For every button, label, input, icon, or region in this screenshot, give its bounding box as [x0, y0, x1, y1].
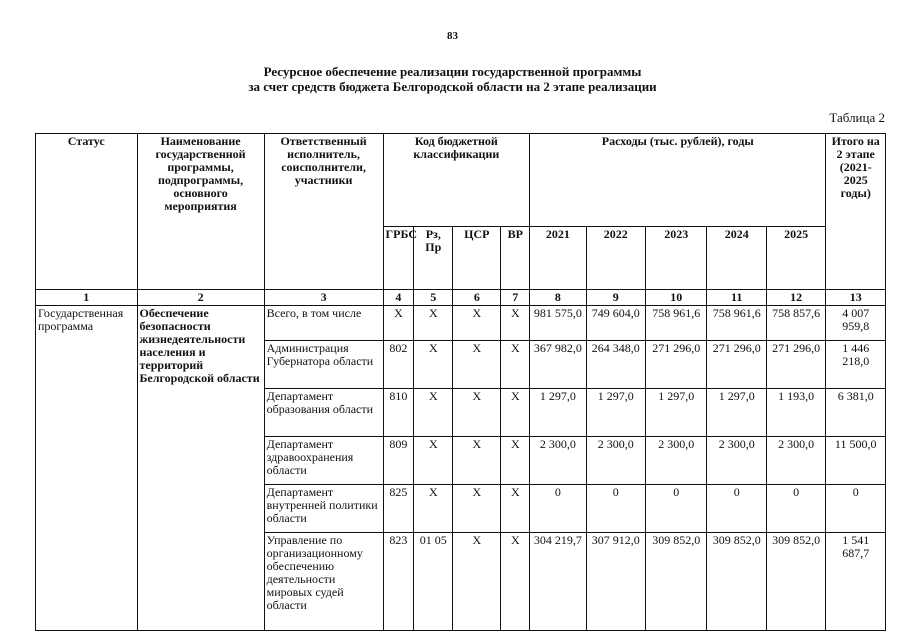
value-2021: 0 — [530, 485, 586, 533]
value-total: 0 — [826, 485, 886, 533]
header-rzpr: Рз, Пр — [414, 227, 453, 290]
csr-cell: X — [453, 306, 501, 341]
grbs-cell: 810 — [383, 389, 414, 437]
executor-cell: Администрация Губернатора области — [264, 341, 383, 389]
grbs-cell: 802 — [383, 341, 414, 389]
value-2024: 1 297,0 — [707, 389, 766, 437]
value-2025: 309 852,0 — [766, 533, 826, 631]
col-number: 7 — [501, 290, 530, 306]
vr-cell: X — [501, 306, 530, 341]
status-cell: Государственная программа — [36, 306, 138, 631]
grbs-cell: X — [383, 306, 414, 341]
executor-cell: Департамент образования области — [264, 389, 383, 437]
value-2023: 309 852,0 — [645, 533, 707, 631]
header-expenses: Расходы (тыс. рублей), годы — [530, 134, 826, 227]
value-total: 6 381,0 — [826, 389, 886, 437]
value-2025: 0 — [766, 485, 826, 533]
col-number: 2 — [137, 290, 264, 306]
col-number: 4 — [383, 290, 414, 306]
title-line-2: за счет средств бюджета Белгородской области на 2 этапе реализации — [248, 79, 657, 94]
csr-cell: X — [453, 437, 501, 485]
page-number: 83 — [447, 30, 458, 42]
csr-cell: X — [453, 341, 501, 389]
col-number: 5 — [414, 290, 453, 306]
value-2024: 271 296,0 — [707, 341, 766, 389]
value-2021: 981 575,0 — [530, 306, 586, 341]
executor-cell: Всего, в том числе — [264, 306, 383, 341]
col-number: 3 — [264, 290, 383, 306]
executor-cell: Управление по организационному обеспечению деятельности мировых судей области — [264, 533, 383, 631]
header-row — [36, 134, 886, 227]
header-vr: ВР — [501, 227, 530, 290]
value-2023: 271 296,0 — [645, 341, 707, 389]
csr-cell: X — [453, 485, 501, 533]
table-label: Таблица 2 — [829, 110, 885, 125]
value-2023: 2 300,0 — [645, 437, 707, 485]
col-number: 1 — [36, 290, 138, 306]
budget-table — [35, 133, 886, 631]
value-total: 4 007 959,8 — [826, 306, 886, 341]
rzpr-cell: X — [414, 306, 453, 341]
executor-cell: Департамент здравоохранения области — [264, 437, 383, 485]
grbs-cell: 809 — [383, 437, 414, 485]
rzpr-cell: 01 05 — [414, 533, 453, 631]
value-2024: 2 300,0 — [707, 437, 766, 485]
col-number: 11 — [707, 290, 766, 306]
value-2021: 304 219,7 — [530, 533, 586, 631]
value-2024: 309 852,0 — [707, 533, 766, 631]
header-2023: 2023 — [645, 227, 707, 290]
vr-cell: X — [501, 341, 530, 389]
value-2025: 1 193,0 — [766, 389, 826, 437]
header-total: Итого на 2 этапе (2021-2025 годы) — [826, 134, 886, 290]
value-2022: 0 — [586, 485, 645, 533]
value-2022: 307 912,0 — [586, 533, 645, 631]
vr-cell: X — [501, 485, 530, 533]
program-name-cell: Обеспечение безопасности жизнедеятельности населения и территорий Белгородской области — [137, 306, 264, 631]
vr-cell: X — [501, 389, 530, 437]
col-number: 6 — [453, 290, 501, 306]
value-2022: 749 604,0 — [586, 306, 645, 341]
value-2022: 2 300,0 — [586, 437, 645, 485]
table-row — [36, 306, 886, 341]
value-2024: 758 961,6 — [707, 306, 766, 341]
col-number: 12 — [766, 290, 826, 306]
rzpr-cell: X — [414, 341, 453, 389]
header-status: Статус — [36, 134, 138, 290]
value-2025: 758 857,6 — [766, 306, 826, 341]
value-2022: 1 297,0 — [586, 389, 645, 437]
value-2023: 758 961,6 — [645, 306, 707, 341]
col-number: 8 — [530, 290, 586, 306]
header-budget-code: Код бюджетной классификации — [383, 134, 530, 227]
value-total: 1 446 218,0 — [826, 341, 886, 389]
rzpr-cell: X — [414, 437, 453, 485]
value-2024: 0 — [707, 485, 766, 533]
value-2025: 2 300,0 — [766, 437, 826, 485]
csr-cell: X — [453, 389, 501, 437]
csr-cell: X — [453, 533, 501, 631]
rzpr-cell: X — [414, 389, 453, 437]
col-number: 9 — [586, 290, 645, 306]
value-total: 11 500,0 — [826, 437, 886, 485]
header-2024: 2024 — [707, 227, 766, 290]
col-number: 13 — [826, 290, 886, 306]
vr-cell: X — [501, 437, 530, 485]
document-title — [0, 64, 905, 94]
title-line-1: Ресурсное обеспечение реализации государственной программы — [263, 64, 642, 79]
header-2022: 2022 — [586, 227, 645, 290]
header-name: Наименование государственной программы, подпрограммы, основного мероприятия — [137, 134, 264, 290]
header-2021: 2021 — [530, 227, 586, 290]
value-2022: 264 348,0 — [586, 341, 645, 389]
grbs-cell: 823 — [383, 533, 414, 631]
grbs-cell: 825 — [383, 485, 414, 533]
header-executor: Ответственный исполнитель, соисполнители, участники — [264, 134, 383, 290]
header-2025: 2025 — [766, 227, 826, 290]
value-2023: 1 297,0 — [645, 389, 707, 437]
rzpr-cell: X — [414, 485, 453, 533]
value-total: 1 541 687,7 — [826, 533, 886, 631]
col-number: 10 — [645, 290, 707, 306]
value-2025: 271 296,0 — [766, 341, 826, 389]
value-2021: 367 982,0 — [530, 341, 586, 389]
column-number-row — [36, 290, 886, 306]
value-2021: 1 297,0 — [530, 389, 586, 437]
header-grbs: ГРБС — [383, 227, 414, 290]
value-2021: 2 300,0 — [530, 437, 586, 485]
value-2023: 0 — [645, 485, 707, 533]
executor-cell: Департамент внутренней политики области — [264, 485, 383, 533]
vr-cell: X — [501, 533, 530, 631]
header-csr: ЦСР — [453, 227, 501, 290]
